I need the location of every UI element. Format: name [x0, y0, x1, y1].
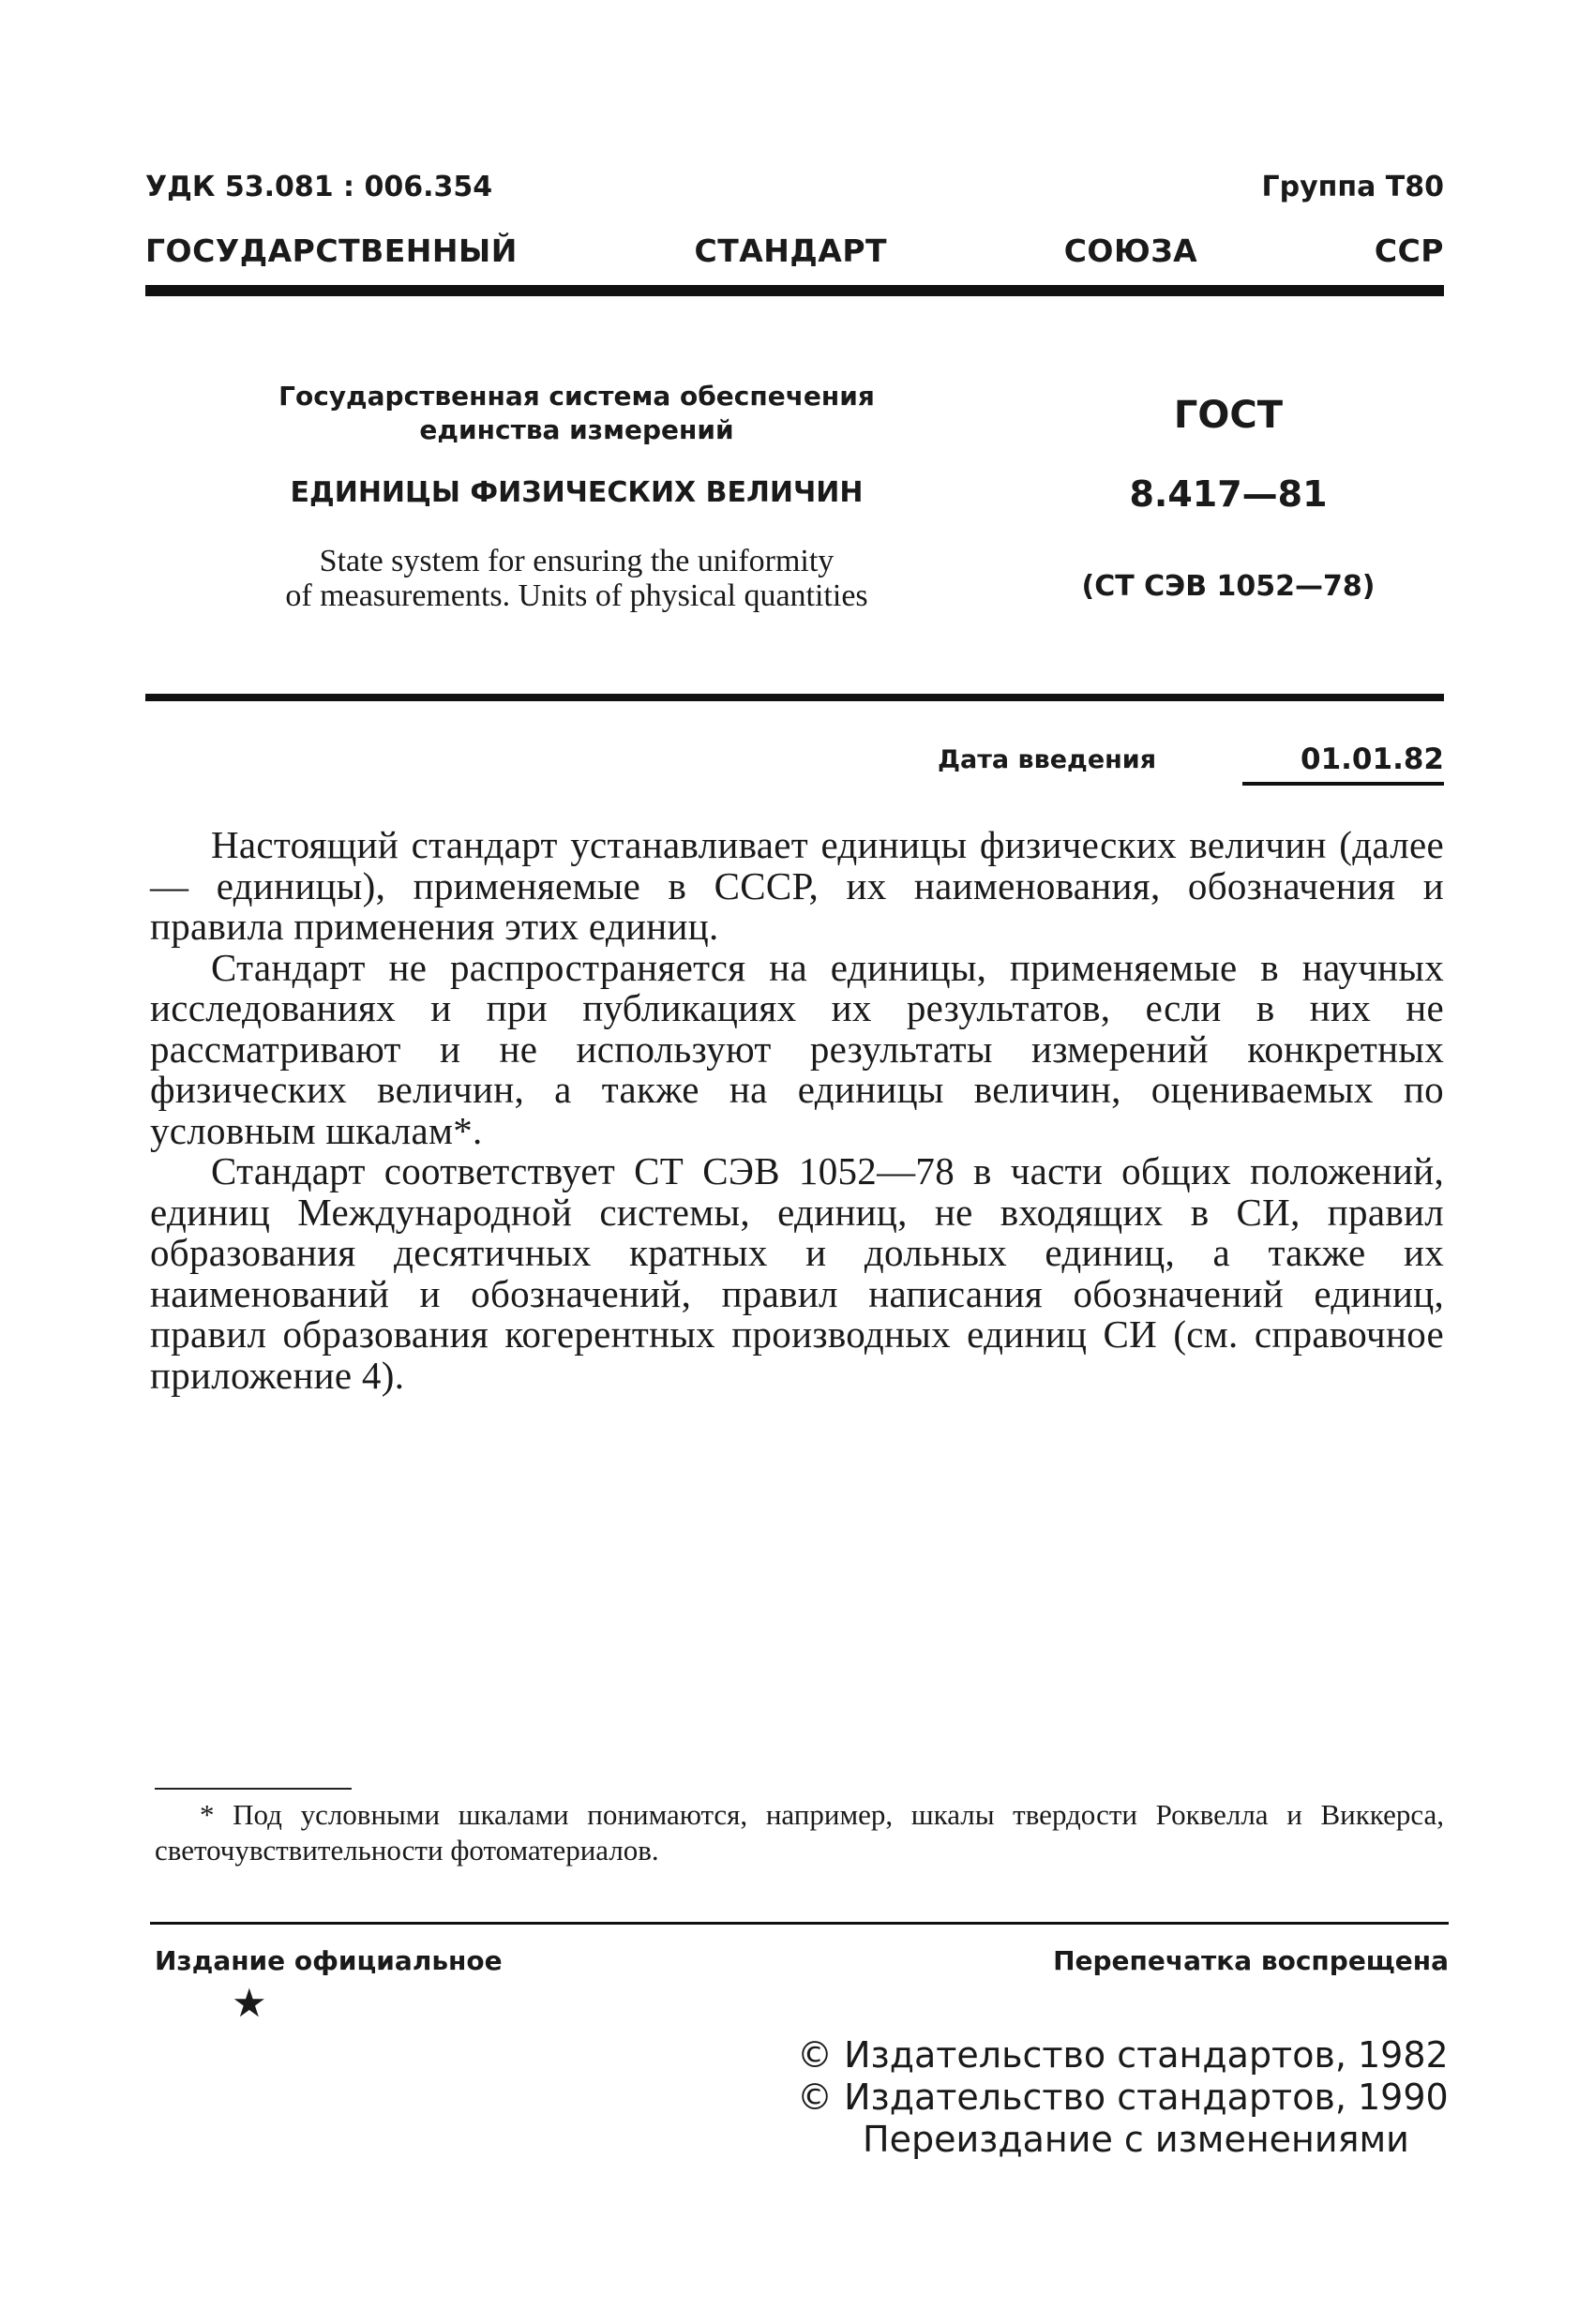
state-standard-banner — [145, 232, 1444, 269]
copyright-block — [797, 2034, 1453, 2161]
gost-label: ГОСТ — [1173, 394, 1284, 437]
body-paragraph: Стандарт соответствует СТ СЭВ 1052—78 в части общих положений, единиц Международной системы, единиц, не входящих в СИ, правил образования десятичных кратных и дольных единиц, а также их наименований и обозначений, правил написания обозначений единиц, правил образования когерентных производных единиц СИ (см. справочное приложение 4). — [150, 1149, 1444, 1397]
date-underline — [1242, 782, 1444, 786]
official-edition: Издание официальное — [155, 1945, 503, 1976]
gost-number: 8.417—81 — [1129, 473, 1328, 515]
reissue-note: Переиздание с изменениями — [863, 2119, 1409, 2160]
document-title: ЕДИНИЦЫ ФИЗИЧЕСКИХ ВЕЛИЧИН — [290, 476, 864, 509]
system-title-line: Государственная система обеспечения — [278, 381, 875, 412]
footnote — [155, 1797, 1444, 1868]
group-code: Группа Т80 — [1261, 171, 1444, 203]
banner-word: ССР — [1374, 232, 1444, 269]
cmea-reference: (СТ СЭВ 1052—78) — [1081, 570, 1376, 603]
banner-word: СТАНДАРТ — [694, 232, 888, 269]
title-rule — [145, 694, 1444, 701]
reprint-prohibited: Перепечатка воспрещена — [1053, 1945, 1449, 1976]
system-title — [225, 380, 928, 447]
star-icon: ★ — [232, 1983, 267, 2026]
footnote-rule — [155, 1788, 352, 1790]
body-paragraph: Настоящий стандарт устанавливает единицы физических величин (далее — единицы), применяемые в СССР, их наименования, обозначения и правила применения этих единиц. — [150, 823, 1444, 948]
body-text — [150, 825, 1444, 1396]
header-rule — [145, 285, 1444, 296]
banner-word: ГОСУДАРСТВЕННЫЙ — [145, 232, 518, 269]
copyright-line: © Издательство стандартов, 1990 — [797, 2077, 1449, 2118]
copyright-line: © Издательство стандартов, 1982 — [797, 2034, 1449, 2076]
english-title-line: State system for ensuring the uniformity — [319, 544, 835, 578]
english-title — [206, 544, 947, 613]
system-title-line: единства измерений — [419, 414, 734, 445]
intro-date-value: 01.01.82 — [1301, 742, 1444, 776]
footnote-text: * Под условными шкалами понимаются, например, шкалы твердости Роквелла и Виккерса, светочувствительности фотоматериалов. — [155, 1798, 1444, 1867]
banner-word: СОЮЗА — [1063, 232, 1198, 269]
footer-rule — [150, 1922, 1449, 1925]
english-title-line: of measurements. Units of physical quantities — [285, 578, 868, 613]
body-paragraph: Стандарт не распространяется на единицы, применяемые в научных исследованиях и при публикациях их результатов, если в них не рассматривают и не используют результаты измерений конкретных физических величин, а также на единицы величин, оцениваемых по условным шкалам*. — [150, 945, 1444, 1152]
udk-code: УДК 53.081 : 006.354 — [145, 171, 493, 203]
intro-date-label: Дата введения — [938, 745, 1157, 774]
